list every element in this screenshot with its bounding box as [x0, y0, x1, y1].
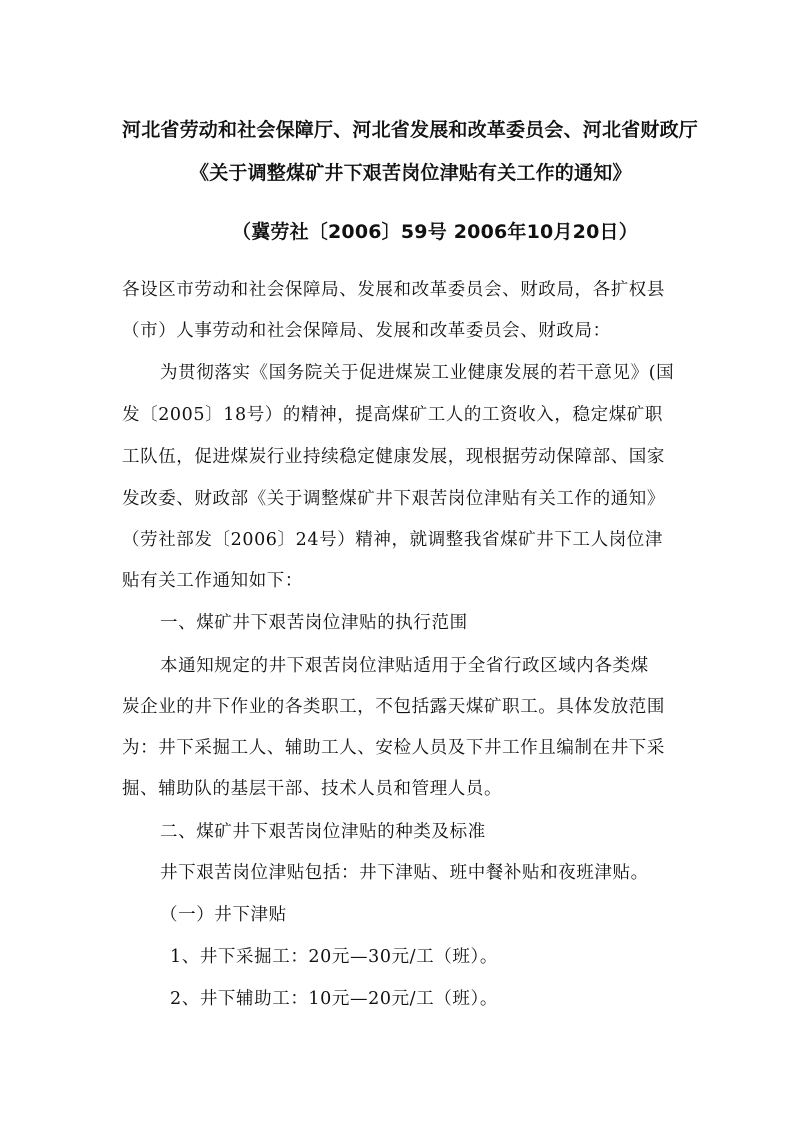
body-line: 掘、辅助队的基层干部、技术人员和管理人员。	[122, 779, 503, 799]
list-item: 2、井下辅助工：10元—20元/工（班）。	[170, 989, 498, 1009]
document-number: （冀劳社〔2006〕59号 2006年10月20日）	[232, 221, 638, 243]
body-line: （市）人事劳动和社会保障局、发展和改革委员会、财政局：	[122, 321, 611, 341]
body-line: 发改委、财政部《关于调整煤矿井下艰苦岗位津贴有关工作的通知》	[122, 489, 665, 509]
body-line: 本通知规定的井下艰苦岗位津贴适用于全省行政区域内各类煤	[160, 656, 649, 676]
body-line: （劳社部发〔2006〕24号）精神，就调整我省煤矿井下工人岗位津	[122, 530, 664, 550]
body-line: 炭企业的井下作业的各类职工，不包括露天煤矿职工。具体发放范围	[122, 697, 665, 717]
body-line: 贴有关工作通知如下：	[122, 571, 303, 591]
title-line-2: 《关于调整煤矿井下艰苦岗位津贴有关工作的通知》	[190, 162, 632, 184]
section-heading-1: 一、煤矿井下艰苦岗位津贴的执行范围	[160, 613, 468, 633]
list-item: 1、井下采掘工：20元—30元/工（班）。	[170, 947, 498, 967]
body-line: 各设区市劳动和社会保障局、发展和改革委员会、财政局，各扩权县	[122, 280, 665, 300]
subsection-heading: （一）井下津贴	[160, 905, 287, 925]
body-line: 发〔2005〕18号）的精神，提高煤矿工人的工资收入，稳定煤矿职	[122, 405, 664, 425]
section-heading-2: 二、煤矿井下艰苦岗位津贴的种类及标准	[160, 822, 486, 842]
body-line: 工队伍，促进煤炭行业持续稳定健康发展，现根据劳动保障部、国家	[122, 447, 665, 467]
body-line: 为贯彻落实《国务院关于促进煤炭工业健康发展的若干意见》(国	[160, 363, 675, 383]
body-line: 井下艰苦岗位津贴包括：井下津贴、班中餐补贴和夜班津贴。	[160, 863, 649, 883]
body-line: 为：井下采掘工人、辅助工人、安检人员及下井工作且编制在井下采	[122, 738, 665, 758]
title-line-1: 河北省劳动和社会保障厅、河北省发展和改革委员会、河北省财政厅	[122, 119, 699, 141]
